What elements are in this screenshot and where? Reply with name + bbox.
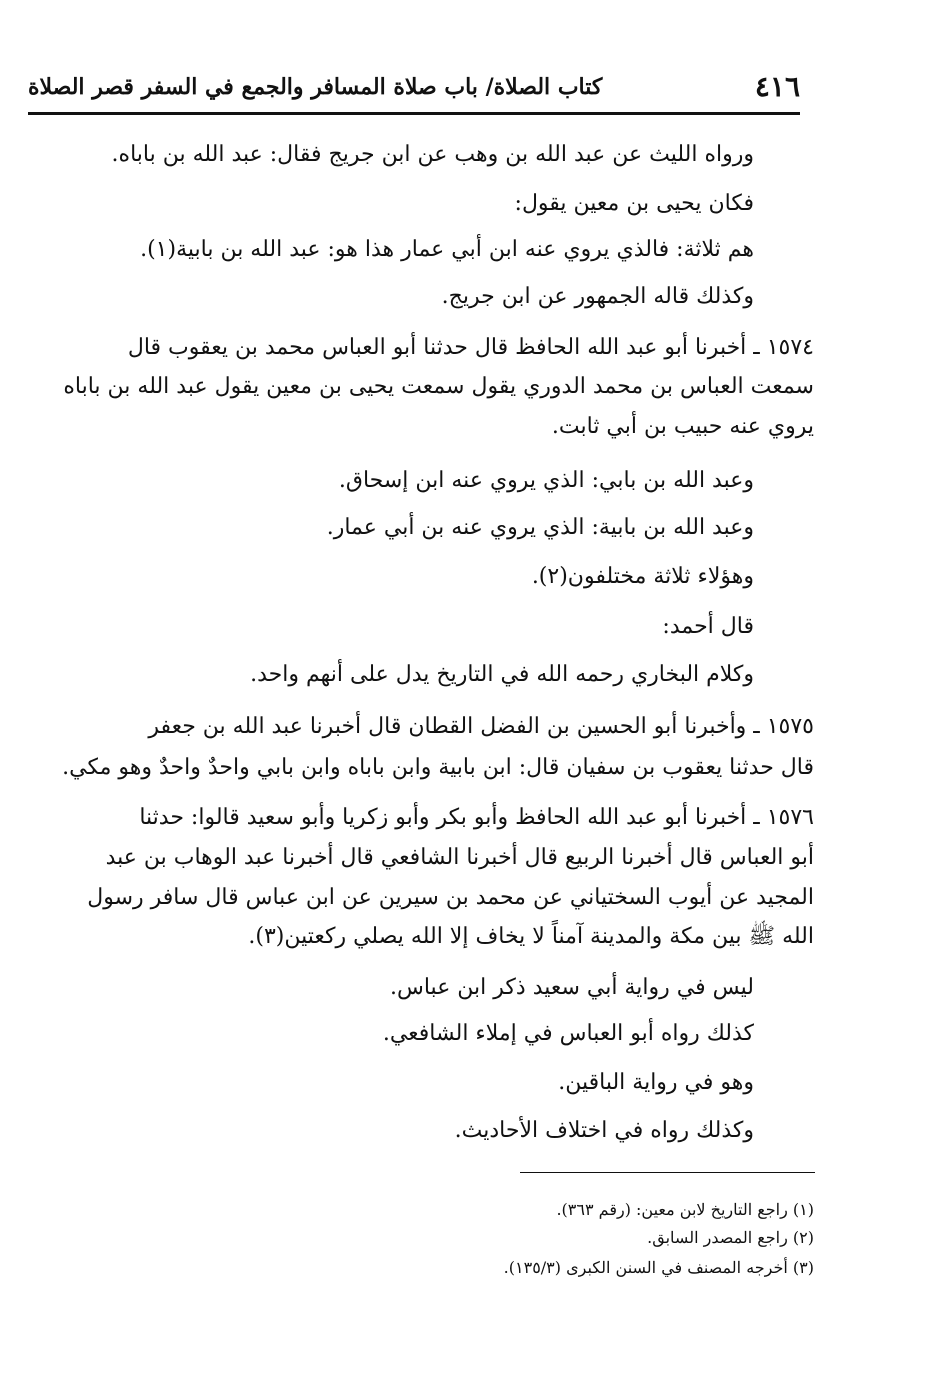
text-line: هم ثلاثة: فالذي يروي عنه ابن أبي عمار هذا هو: عبد الله بن بابية(١). <box>140 237 754 262</box>
text-line: فكان يحيى بن معين يقول: <box>514 191 754 216</box>
text-line: ورواه الليث عن عبد الله بن وهب عن ابن جريج فقال: عبد الله بن باباه. <box>111 142 754 167</box>
footnote: (١) راجع التاريخ لابن معين: (رقم ٣٦٣). <box>556 1200 814 1219</box>
text-line: كذلك رواه أبو العباس في إملاء الشافعي. <box>382 1021 754 1046</box>
text-line: وهؤلاء ثلاثة مختلفون(٢). <box>531 564 754 589</box>
page-number: ٤١٦ <box>754 70 800 103</box>
text-line: الله ﷺ بين مكة والمدينة آمناً لا يخاف إلا الله يصلي ركعتين(٣). <box>248 924 814 949</box>
text-line: أبو العباس قال أخبرنا الربيع قال أخبرنا الشافعي قال أخبرنا عبد الوهاب بن عبد <box>105 845 814 870</box>
footnote-separator <box>520 1172 815 1173</box>
running-title: كتاب الصلاة/ باب صلاة المسافر والجمع في السفر قصر الصلاة <box>28 74 603 100</box>
text-line: سمعت العباس بن محمد الدوري يقول سمعت يحيى بن معين يقول عبد الله بن باباه <box>63 374 814 399</box>
text-line: وهو في رواية الباقين. <box>558 1070 754 1095</box>
text-line: المجيد عن أيوب السختياني عن محمد بن سيرين عن ابن عباس قال سافر رسول <box>87 885 814 910</box>
text-line: وعبد الله بن بابي: الذي يروي عنه ابن إسحاق. <box>338 468 754 493</box>
text-line: ١٥٧٤ ـ أخبرنا أبو عبد الله الحافظ قال حدثنا أبو العباس محمد بن يعقوب قال <box>127 335 814 360</box>
text-line: قال أحمد: <box>662 614 754 639</box>
text-line: وكذلك قاله الجمهور عن ابن جريج. <box>441 284 754 309</box>
footnote: (٢) راجع المصدر السابق. <box>647 1228 814 1247</box>
page-header <box>28 68 800 115</box>
text-line: ١٥٧٦ ـ أخبرنا أبو عبد الله الحافظ وأبو بكر وأبو زكريا وأبو سعيد قالوا: حدثنا <box>139 805 814 830</box>
text-line: يروي عنه حبيب بن أبي ثابت. <box>551 414 814 439</box>
text-line: وكلام البخاري رحمه الله في التاريخ يدل على أنهم واحد. <box>250 662 754 687</box>
footnote: (٣) أخرجه المصنف في السنن الكبرى (١٣٥/٣). <box>503 1258 814 1277</box>
text-line: ١٥٧٥ ـ وأخبرنا أبو الحسين بن الفضل القطان قال أخبرنا عبد الله بن جعفر <box>148 714 814 739</box>
text-line: قال حدثنا يعقوب بن سفيان قال: ابن بابية وابن باباه وابن بابي واحدٌ واحدٌ وهو مكي. <box>62 755 814 780</box>
text-line: وكذلك رواه في اختلاف الأحاديث. <box>454 1118 754 1143</box>
text-line: ليس في رواية أبي سعيد ذكر ابن عباس. <box>390 975 754 1000</box>
text-line: وعبد الله بن بابية: الذي يروي عنه بن أبي عمار. <box>326 515 754 540</box>
